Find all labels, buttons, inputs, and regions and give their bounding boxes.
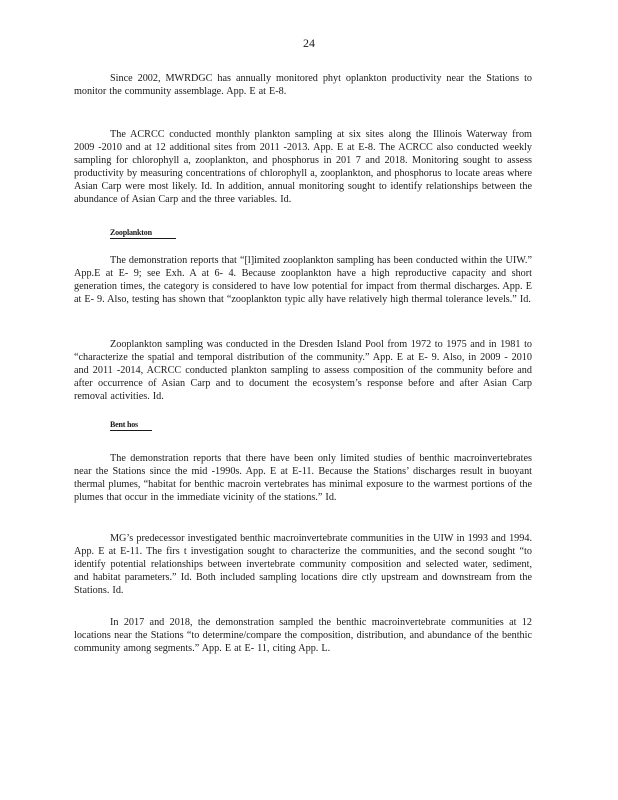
paragraph-phytoplankton-monitoring <box>74 72 532 98</box>
section-heading-zooplankton: Zooplankton <box>110 228 152 237</box>
paragraph-text: The demonstration reports that “[l]imited zooplankton sampling has been conducted within the UIW.” App.E at E- 9; see Exh. A at 6- 4. Because zooplankton have a high reproductive capacity and short generation times, the category is considered to have low potential for impact from thermal discharges. App. E at E- 9. Also, testing has shown that “zooplankton typic ally have relatively high thermal tolerance levels.” Id. <box>74 255 532 306</box>
paragraph-text: The ACRCC conducted monthly plankton sampling at six sites along the Illinois Waterway from 2009 -2010 and at 12 additional sites from 2011 -2013. App. E at E-8. The ACRCC also conducted weekly sampling for chlorophyll a, zooplankton, and phosphorus in 201 7 and 2018. Monitoring sought to assess productivity by measuring concentrations of chlorophyll a, zooplankton, and phosphorus to locate areas where Asian Carp were most likely. Id. In addition, annual monitoring sought to identify relationships between the abundance of Asian Carp and the three variables. Id. <box>74 129 532 206</box>
paragraph-acrcc-sampling <box>74 128 532 207</box>
paragraph-zooplankton-history <box>74 338 532 403</box>
section-heading-benthos: Bent hos <box>110 420 138 429</box>
page-number: 24 <box>303 36 315 50</box>
paragraph-zooplankton-limited <box>74 254 532 306</box>
heading-underline <box>110 430 152 431</box>
paragraph-text: In 2017 and 2018, the demonstration sampled the benthic macroinvertebrate communities at 12 locations near the Stations “to determine/compare the composition, distribution, and abundance of the benthic community among segments.” App. E at E- 11, citing App. L. <box>74 617 532 655</box>
paragraph-benthic-studies <box>74 452 532 504</box>
paragraph-text: MG’s predecessor investigated benthic macroinvertebrate communities in the UIW in 1993 and 1994. App. E at E-11. The firs t investigation sought to characterize the communities, and the second sought “to identify potential relationships between invertebrate community composition and selected water, sediment, and habitat parameters.” Id. Both included sampling locations dire ctly upstream and downstream from the Stations. Id. <box>74 533 532 597</box>
heading-underline <box>110 238 176 239</box>
paragraph-text: Since 2002, MWRDGC has annually monitored phyt oplankton productivity near the Stations to monitor the community assemblage. App. E at E-8. <box>74 73 532 98</box>
paragraph-text: Zooplankton sampling was conducted in the Dresden Island Pool from 1972 to 1975 and in 1981 to “characterize the spatial and temporal distribution of the community.” App. E at E- 9. Also, in 2009 - 2010 and 2011 -2014, ACRCC conducted plankton sampling to assess composition of the community before and after occurrence of Asian Carp and to document the ecosystem’s response before and after Asian Carp removal activities. Id. <box>74 339 532 403</box>
paragraph-mg-predecessor <box>74 532 532 597</box>
paragraph-text: The demonstration reports that there have been only limited studies of benthic macroinvertebrates near the Stations since the mid -1990s. App. E at E-11. Because the Stations’ discharges result in buoyant thermal plumes, “habitat for benthic macroin vertebrates has minimal exposure to the warmest portions of the plumes that occur in the immediate vicinity of the stations.” Id. <box>74 453 532 504</box>
paragraph-2017-2018-sampling <box>74 616 532 655</box>
